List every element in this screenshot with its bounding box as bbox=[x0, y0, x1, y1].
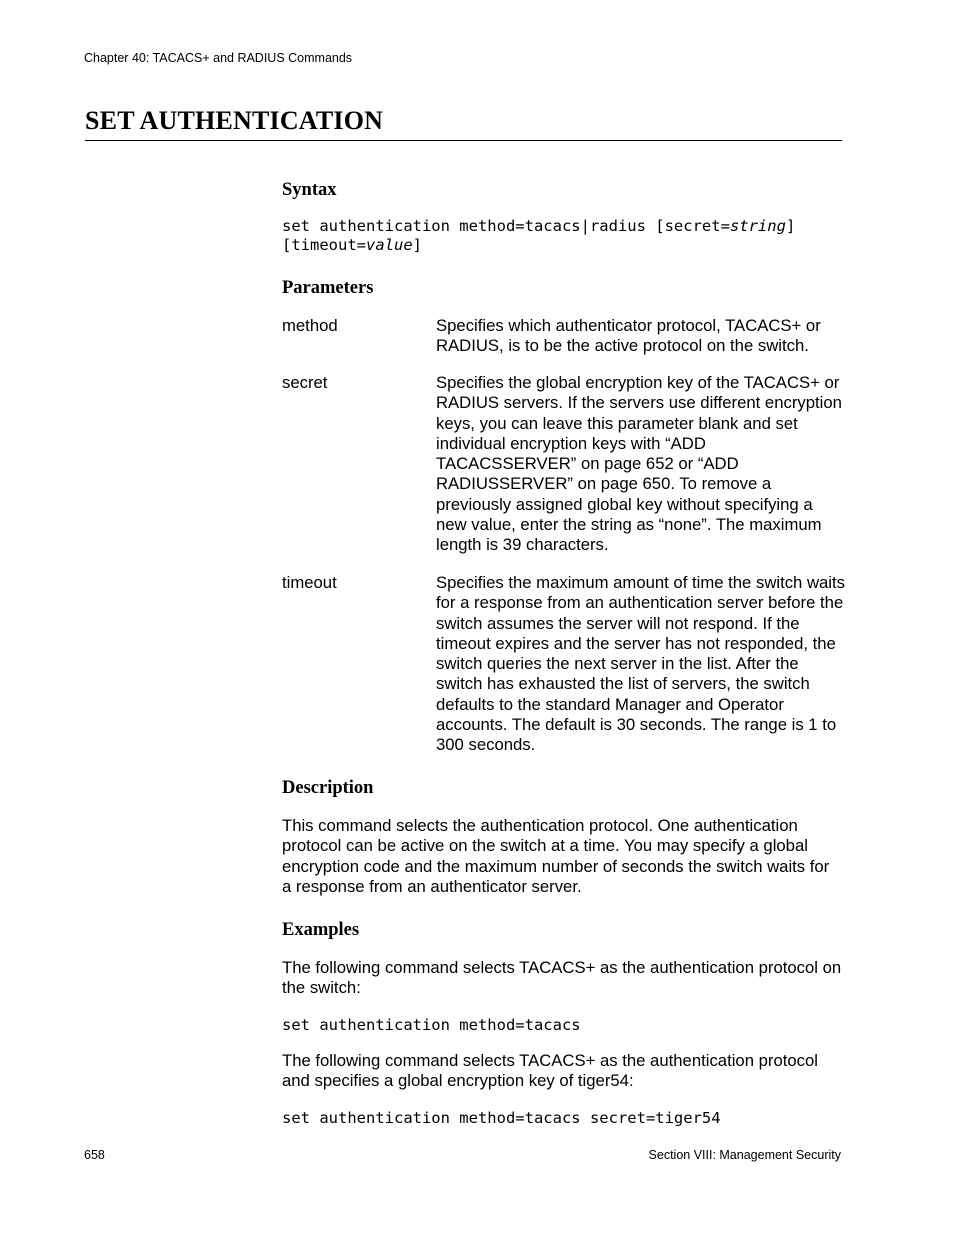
syntax-line-2-pre: [timeout= bbox=[282, 236, 366, 254]
footer-section: Section VIII: Management Security bbox=[648, 1148, 841, 1162]
syntax-line-2-var: value bbox=[366, 236, 413, 254]
syntax-line-2 bbox=[282, 236, 422, 255]
syntax-line-1-var: string bbox=[729, 217, 786, 235]
param-name-method: method bbox=[282, 316, 338, 335]
syntax-line-1 bbox=[282, 217, 795, 236]
param-desc-timeout: Specifies the maximum amount of time the switch waits for a response from an authentication server before the switch assumes the server will not respond. If the timeout expires and the server has not responded, the switch queries the next server in the list. After the switch has exhausted the list of servers, the switch defaults to the standard Manager and Operator accounts. The default is 30 seconds. The range is 1 to 300 seconds. bbox=[436, 573, 845, 755]
syntax-heading: Syntax bbox=[282, 180, 337, 200]
param-name-secret: secret bbox=[282, 373, 328, 392]
description-heading: Description bbox=[282, 778, 374, 798]
syntax-line-1-pre: set authentication method=tacacs|radius [secret= bbox=[282, 217, 730, 235]
running-head: Chapter 40: TACACS+ and RADIUS Commands bbox=[84, 51, 353, 65]
example-2-text: The following command selects TACACS+ as the authentication protocol and specifies a global encryption key of tiger54: bbox=[282, 1051, 818, 1091]
syntax-line-1-post: ] bbox=[785, 217, 796, 235]
parameters-heading: Parameters bbox=[282, 278, 374, 298]
page-number: 658 bbox=[84, 1148, 105, 1162]
title-rule bbox=[85, 140, 842, 141]
param-desc-secret: Specifies the global encryption key of the TACACS+ or RADIUS servers. If the servers use different encryption keys, you can leave this parameter blank and set individual encryption keys with “ADD TACACSSERVER” on page 652 or “ADD RADIUSSERVER” on page 650. To remove a previously assigned global key without specifying a new value, enter the string as “none”. The maximum length is 39 characters. bbox=[436, 373, 842, 555]
example-2-code: set authentication method=tacacs secret=tiger54 bbox=[282, 1109, 721, 1127]
syntax-line-2-post: ] bbox=[412, 236, 423, 254]
param-name-timeout: timeout bbox=[282, 573, 337, 592]
example-1-code: set authentication method=tacacs bbox=[282, 1016, 581, 1034]
param-desc-method: Specifies which authenticator protocol, TACACS+ or RADIUS, is to be the active protocol on the switch. bbox=[436, 316, 821, 356]
examples-heading: Examples bbox=[282, 920, 360, 940]
page-title: SET AUTHENTICATION bbox=[85, 106, 384, 135]
description-text: This command selects the authentication protocol. One authentication protocol can be active on the switch at a time. You may specify a global encryption code and the maximum number of seconds the switch waits for a response from an authenticator server. bbox=[282, 816, 830, 896]
example-1-text: The following command selects TACACS+ as the authentication protocol on the switch: bbox=[282, 958, 842, 998]
